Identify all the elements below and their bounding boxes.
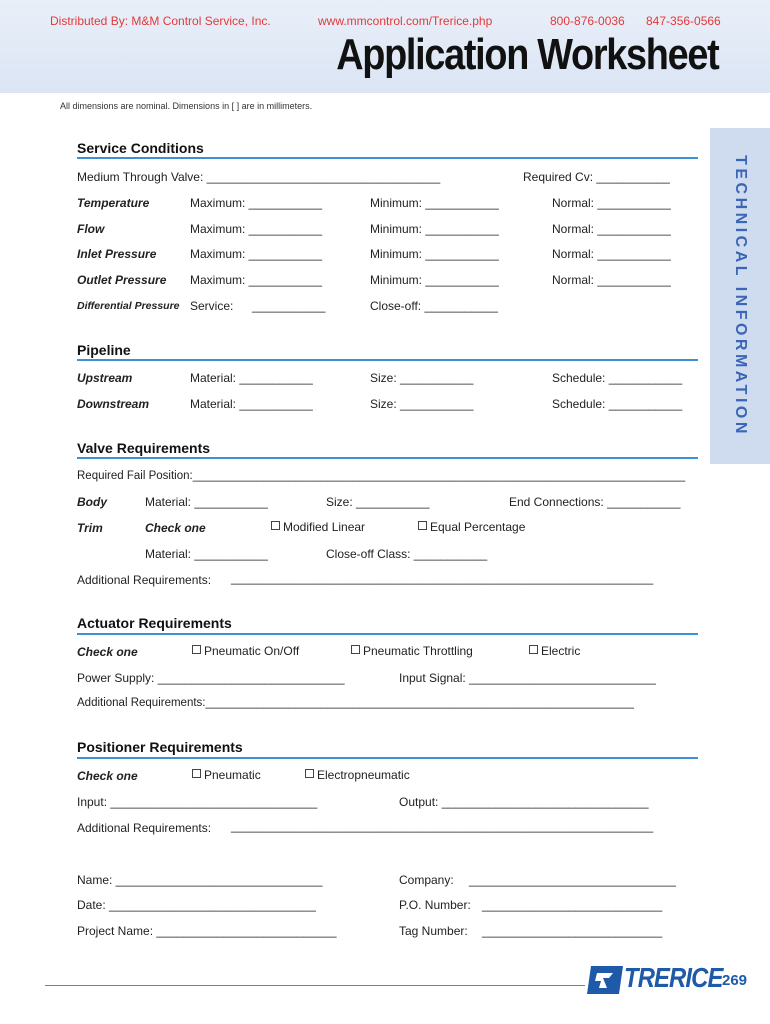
body-size-field[interactable]: Size: ___________ (326, 495, 430, 509)
distributor-text: Distributed By: M&M Control Service, Inc. (50, 14, 271, 28)
option-electric[interactable] (529, 644, 580, 658)
tag-number-field[interactable]: ___________________________ (482, 924, 663, 938)
section-rule (77, 359, 698, 361)
option-equal-percentage[interactable] (418, 520, 525, 534)
min-field[interactable]: Minimum: ___________ (370, 273, 499, 287)
option-pneumatic-onoff[interactable] (192, 644, 299, 658)
project-name-field[interactable]: Project Name: ___________________________ (77, 924, 337, 938)
max-field[interactable]: Maximum: ___________ (190, 273, 323, 287)
po-number-label: P.O. Number: (399, 898, 471, 912)
nominal-note: All dimensions are nominal. Dimensions in [ ] are in millimeters. (60, 101, 313, 111)
option-label: Modified Linear (283, 520, 366, 534)
phone-1: 800-876-0036 (550, 14, 625, 28)
normal-field[interactable]: Normal: ___________ (552, 247, 671, 261)
company-label: Company: (399, 873, 454, 887)
section-rule (77, 633, 698, 635)
option-label: Pneumatic On/Off (204, 644, 300, 658)
checkbox[interactable] (192, 645, 201, 654)
row-label: Downstream (77, 397, 150, 411)
company-field[interactable]: _______________________________ (469, 873, 676, 887)
min-field[interactable]: Minimum: ___________ (370, 196, 499, 210)
service-field[interactable]: ___________ (252, 299, 326, 313)
row-label: Outlet Pressure (77, 273, 167, 287)
schedule-field[interactable]: Schedule: ___________ (552, 371, 683, 385)
option-label: Electric (541, 644, 581, 658)
page-title: Application Worksheet (335, 30, 718, 79)
option-label: Pneumatic Throttling (363, 644, 473, 658)
tag-number-label: Tag Number: (399, 924, 468, 938)
phone-2: 847-356-0566 (646, 14, 721, 28)
row-label: Upstream (77, 371, 133, 385)
date-field[interactable]: Date: _______________________________ (77, 898, 316, 912)
fail-position-field[interactable]: Required Fail Position:_____________________________________________________________________________ (77, 470, 686, 482)
trim-material-field[interactable]: Material: ___________ (145, 547, 268, 561)
checkbox[interactable] (418, 521, 427, 530)
body-material-field[interactable]: Material: ___________ (145, 495, 268, 509)
end-connections-field[interactable]: End Connections: ___________ (509, 495, 681, 509)
service-label: Service: (190, 299, 234, 313)
min-field[interactable]: Minimum: ___________ (370, 247, 499, 261)
option-electropneumatic[interactable] (305, 768, 410, 782)
row-label: Inlet Pressure (77, 247, 157, 261)
option-modified-linear[interactable] (271, 520, 365, 534)
schedule-field[interactable]: Schedule: ___________ (552, 397, 683, 411)
closeoff-class-field[interactable]: Close-off Class: ___________ (326, 547, 488, 561)
trerice-logo-icon (585, 964, 625, 996)
output-field[interactable]: Output: _______________________________ (399, 795, 649, 809)
section-rule (77, 157, 698, 159)
checkbox[interactable] (305, 769, 314, 778)
normal-field[interactable]: Normal: ___________ (552, 273, 671, 287)
size-field[interactable]: Size: ___________ (370, 371, 474, 385)
checkbox[interactable] (351, 645, 360, 654)
section-pipeline: Pipeline (77, 342, 131, 358)
max-field[interactable]: Maximum: ___________ (190, 196, 323, 210)
option-pneumatic-throttling[interactable] (351, 644, 473, 658)
option-pneumatic[interactable] (192, 768, 261, 782)
brand-name: TRERICE (624, 962, 723, 993)
normal-field[interactable]: Normal: ___________ (552, 222, 671, 236)
additional-field[interactable]: __________________________________________________________________ (231, 573, 654, 585)
required-cv-field[interactable]: Required Cv: ___________ (523, 170, 670, 184)
min-field[interactable]: Minimum: ___________ (370, 222, 499, 236)
material-field[interactable]: Material: ___________ (190, 397, 313, 411)
footer-rule (45, 985, 585, 986)
power-supply-field[interactable]: Power Supply: ____________________________ (77, 671, 345, 685)
additional-label: Additional Requirements: (77, 573, 212, 587)
trim-label: Trim (77, 521, 103, 535)
checkbox[interactable] (529, 645, 538, 654)
side-tab-label: TECHNICAL INFORMATION (732, 155, 749, 437)
check-one-label: Check one (77, 645, 138, 659)
section-actuator-requirements: Actuator Requirements (77, 615, 232, 631)
option-label: Electropneumatic (317, 768, 410, 782)
row-label: Flow (77, 222, 105, 236)
option-label: Equal Percentage (430, 520, 526, 534)
input-signal-field[interactable]: Input Signal: ____________________________ (399, 671, 656, 685)
section-service-conditions: Service Conditions (77, 140, 204, 156)
max-field[interactable]: Maximum: ___________ (190, 247, 323, 261)
section-positioner-requirements: Positioner Requirements (77, 739, 243, 755)
material-field[interactable]: Material: ___________ (190, 371, 313, 385)
checkbox[interactable] (271, 521, 280, 530)
name-field[interactable]: Name: _______________________________ (77, 873, 323, 887)
normal-field[interactable]: Normal: ___________ (552, 196, 671, 210)
row-label: Differential Pressure (77, 300, 180, 312)
checkbox[interactable] (192, 769, 201, 778)
section-rule (77, 457, 698, 459)
additional-label: Additional Requirements: (77, 821, 212, 835)
check-one-label: Check one (77, 769, 138, 783)
section-rule (77, 757, 698, 759)
max-field[interactable]: Maximum: ___________ (190, 222, 323, 236)
size-field[interactable]: Size: ___________ (370, 397, 474, 411)
page-number: 269 (722, 972, 748, 989)
row-label: Temperature (77, 196, 150, 210)
check-one-label: Check one (145, 521, 206, 535)
po-number-field[interactable]: ___________________________ (482, 898, 663, 912)
body-label: Body (77, 495, 107, 509)
section-valve-requirements: Valve Requirements (77, 440, 211, 456)
option-label: Pneumatic (204, 768, 261, 782)
medium-field[interactable]: Medium Through Valve: ___________________________________ (77, 170, 441, 184)
input-field[interactable]: Input: _______________________________ (77, 795, 318, 809)
distributor-url[interactable]: www.mmcontrol.com/Trerice.php (318, 14, 493, 28)
additional-field[interactable]: Additional Requirements:___________________________________________________________________ (77, 697, 635, 709)
closeoff-field[interactable]: Close-off: ___________ (370, 299, 498, 313)
additional-field[interactable]: __________________________________________________________________ (231, 821, 654, 833)
